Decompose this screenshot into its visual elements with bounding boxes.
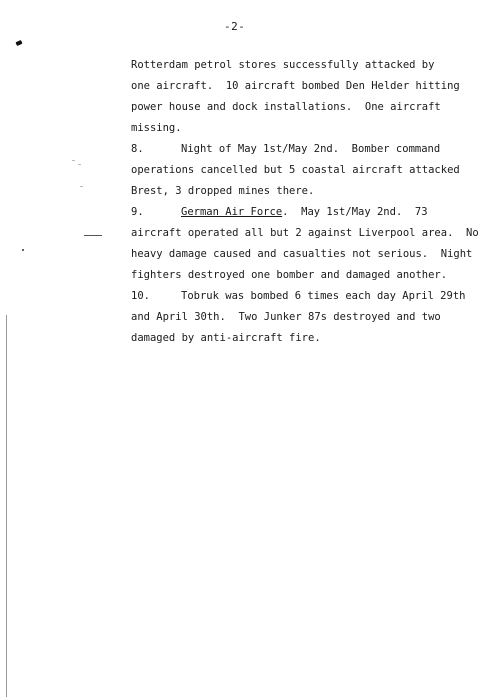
margin-dot: [22, 249, 24, 251]
body-line: Brest, 3 dropped mines there.: [131, 185, 315, 197]
paragraph-10-line: [131, 290, 465, 302]
faint-mark: [78, 164, 81, 165]
body-line: and April 30th. Two Junker 87s destroyed and two: [131, 311, 441, 323]
body-line: operations cancelled but 5 coastal aircraft attacked: [131, 164, 460, 176]
faint-mark: [72, 160, 75, 161]
body-line: one aircraft. 10 aircraft bombed Den Helder hitting: [131, 80, 460, 92]
paragraph-number: 8.: [131, 143, 144, 155]
paragraph-text: Tobruk was bombed 6 times each day April 29th: [181, 290, 466, 302]
paragraph-number: 10.: [131, 290, 150, 302]
body-line: aircraft operated all but 2 against Liverpool area. No: [131, 227, 479, 239]
body-line: damaged by anti-aircraft fire.: [131, 332, 321, 344]
faint-mark: [80, 186, 83, 187]
paragraph-text: Night of May 1st/May 2nd. Bomber command: [181, 143, 441, 155]
margin-tick-mark: [84, 235, 102, 236]
paragraph-9-line: [131, 206, 428, 218]
punch-mark: [15, 40, 22, 46]
paragraph-8-line: [131, 143, 440, 155]
body-line: power house and dock installations. One aircraft: [131, 101, 441, 113]
body-line: heavy damage caused and casualties not serious. Night: [131, 248, 473, 260]
section-heading: German Air Force: [181, 206, 283, 218]
body-line: fighters destroyed one bomber and damaged another.: [131, 269, 448, 281]
paragraph-number: 9.: [131, 206, 144, 218]
body-line: missing.: [131, 122, 182, 134]
left-margin-line: [6, 315, 7, 697]
paragraph-text: . May 1st/May 2nd. 73: [282, 206, 428, 218]
page-number: -2-: [224, 20, 246, 33]
body-line: Rotterdam petrol stores successfully attacked by: [131, 59, 435, 71]
